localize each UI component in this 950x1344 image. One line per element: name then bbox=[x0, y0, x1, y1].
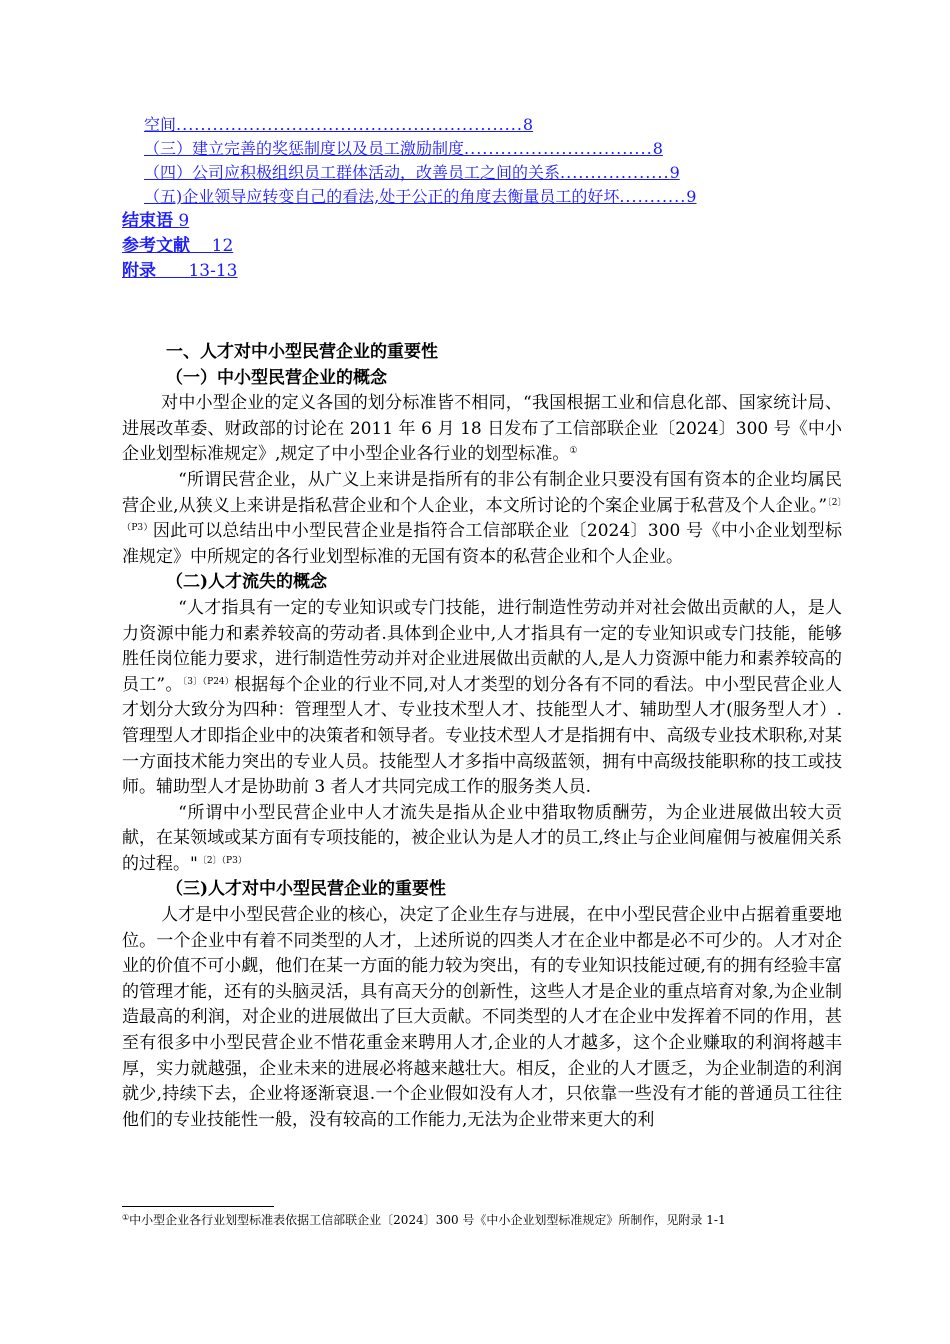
main-content bbox=[122, 340, 842, 1133]
toc-link-references[interactable]: 参考文献 12 bbox=[122, 236, 234, 256]
subsection-heading-2: （二)人才流失的概念 bbox=[166, 572, 328, 593]
toc-link-space[interactable]: 空间.........................................................8 bbox=[144, 115, 534, 134]
subsection-heading-3: （三)人才对中小型民营企业的重要性 bbox=[166, 879, 447, 900]
toc-link-appendix[interactable]: 附录 13-13 bbox=[122, 261, 238, 281]
paragraph-private-enterprise: “所谓民营企业，从广义上来讲是指所有的非公有制企业只要没有国有资本的企业均属民营企业,从狭义上来讲是指私营企业和个人企业，本文所讨论的个案企业属于私营及个人企业。”$^{〔2〕(P3)}$因此可以总结出中小型民营企业是指符合工信部联企业〔2024〕300 号《中小企业划型标准规定》中所规定的各行业划型标准的无国有资本的私营企业和个人企业。 bbox=[122, 469, 842, 567]
toc-link-leadership-view[interactable]: （五)企业领导应转变自己的看法,处于公正的角度去衡量员工的好坏...........9 bbox=[144, 187, 697, 206]
footnote: ①中小型企业各行业划型标准表依据工信部联企业〔2024〕300 号《中小企业划型标准规定》所制作，见附录 1-1 bbox=[122, 1213, 726, 1227]
toc-link-reward-system[interactable]: （三）建立完善的奖惩制度以及员工激励制度...............................8 bbox=[144, 139, 663, 158]
footnote-separator bbox=[122, 1206, 274, 1207]
paragraph-talent-loss: “所谓中小型民营企业中人才流失是指从企业中猎取物质酬劳，为企业进展做出较大贡献，在某领域或某方面有专项技能的，被企业认为是人才的员工,终止与企业间雇佣与被雇佣关系的过程。"$^{〔2〕(P3)}$ bbox=[122, 802, 842, 874]
table-of-contents bbox=[122, 113, 842, 284]
toc-link-conclusion[interactable]: 结束语 9 bbox=[122, 211, 190, 231]
paragraph-sme-definition: 对中小型企业的定义各国的划分标准皆不相同，“我国根据工业和信息化部、国家统计局、进展改革委、财政部的讨论在 2011 年 6 月 18 日发布了工信部联企业〔2024〕300 号《中小企业划型标准规定》,规定了中小型企业各行业的划型标准。① bbox=[122, 393, 842, 465]
paragraph-talent-definition: “人才指具有一定的专业知识或专门技能，进行制造性劳动并对社会做出贡献的人，是人力资源中能力和素养较高的劳动者.具体到企业中,人才指具有一定的专业知识或专门技能，能够胜任岗位能力要求，进行制造性劳动并对企业进展做出贡献的人,是人力资源中能力和素养较高的员工”。$^{〔3〕(P24)}$根据每个企业的行业不同,对人才类型的划分各有不同的看法。中小型民营企业人才划分大致分为四种：管理型人才、专业技术型人才、技能型人才、辅助型人才(服务型人才）.管理型人才即指企业中的决策者和领导者。专业技术型人才是指拥有中、高级专业技术职称,对某一方面技术能力突出的专业人员。技能型人才多指中高级蓝领，拥有中高级技能职称的技工或技师。辅助型人才是协助前 3 者人才共同完成工作的服务类人员. bbox=[122, 597, 843, 798]
section-heading: 一、人才对中小型民营企业的重要性 bbox=[166, 342, 438, 362]
subsection-heading-1: （一）中小型民营企业的概念 bbox=[166, 367, 387, 388]
paragraph-talent-importance: 人才是中小型民营企业的核心，决定了企业生存与进展，在中小型民营企业中占据着重要地位。一个企业中有着不同类型的人才，上述所说的四类人才在企业中都是必不可少的。人才对企业的价值不可小觑，他们在某一方面的能力较为突出，有的专业知识技能过硬,有的拥有经验丰富的管理才能，还有的头脑灵活，具有高天分的创新性，这些人才是企业的重点培育对象,为企业制造最高的利润，对企业的进展做出了巨大贡献。不同类型的人才在企业中发挥着不同的作用，甚至有很多中小型民营企业不惜花重金来聘用人才,企业的人才越多，这个企业赚取的利润将越丰厚，实力就越强，企业未来的进展必将越来越壮大。相反，企业的人才匮乏，为企业制造的利润就少,持续下去，企业将逐渐衰退.一个企业假如没有人才，只依靠一些没有才能的普通员工往往他们的专业技能性一般，没有较高的工作能力,无法为企业带来更大的利 bbox=[122, 905, 842, 1130]
toc-link-group-activities[interactable]: （四）公司应积极组织员工群体活动，改善员工之间的关系..................9 bbox=[144, 163, 680, 182]
